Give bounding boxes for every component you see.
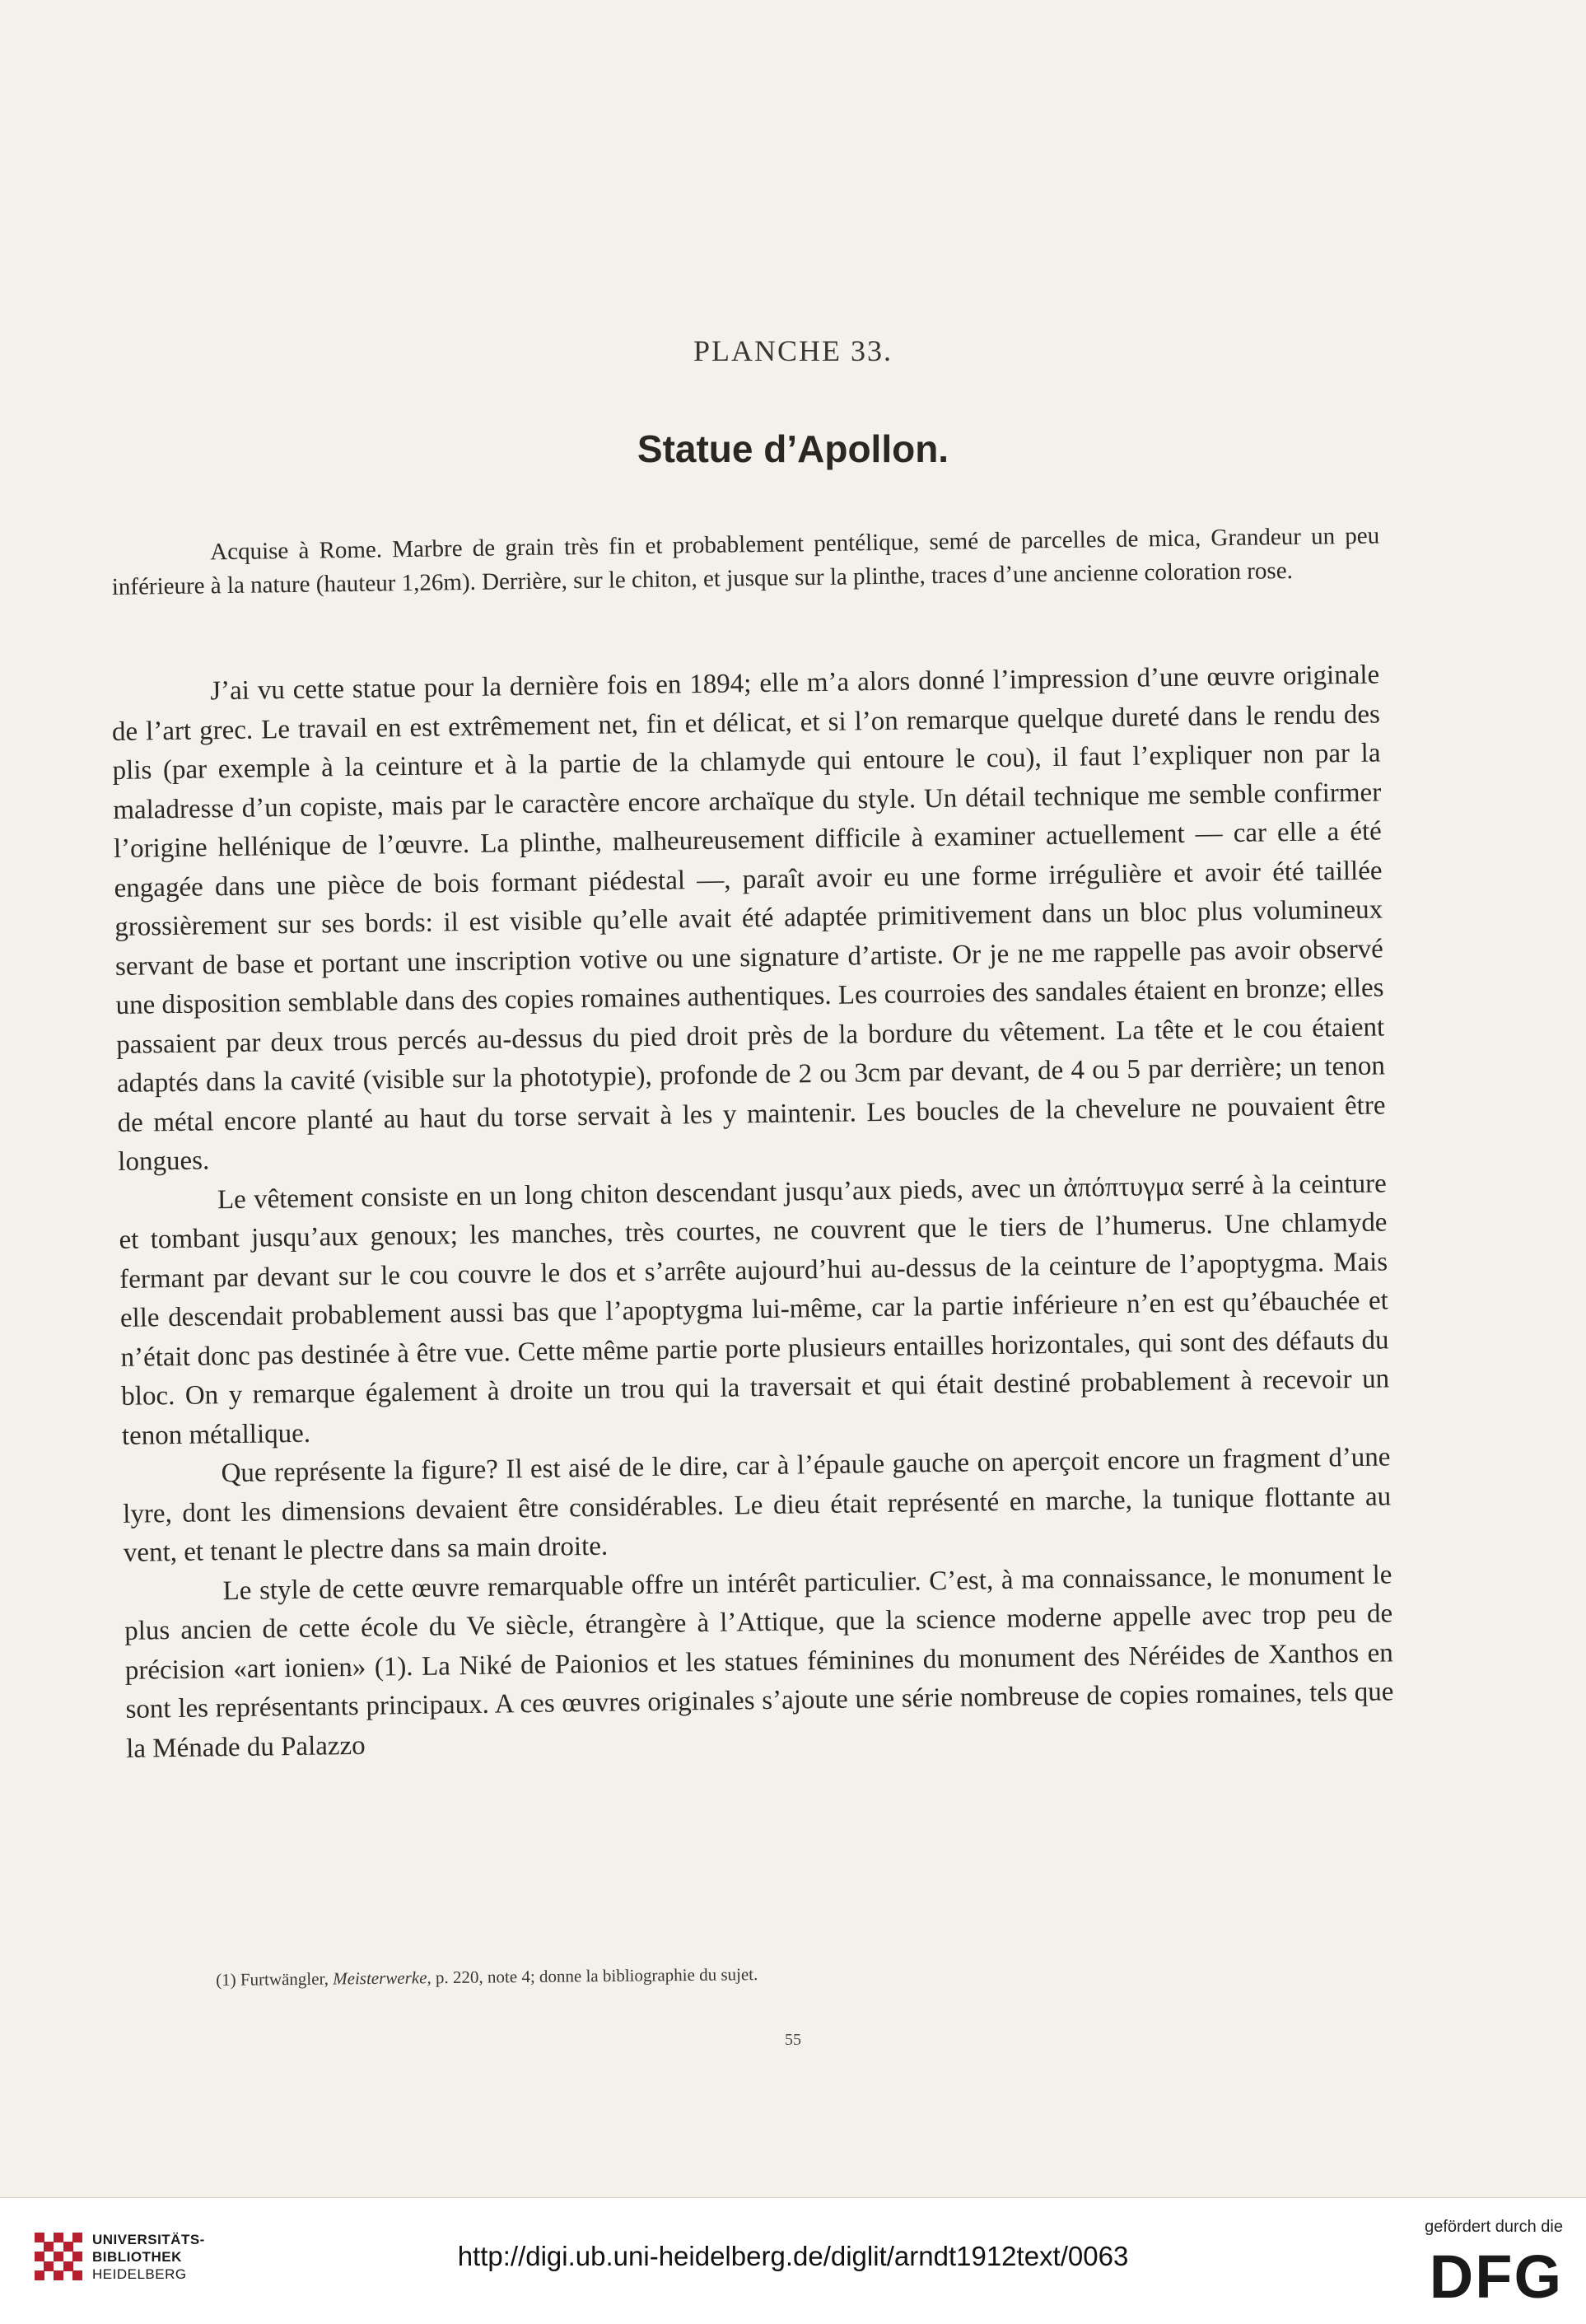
footer-bar [0, 2197, 1586, 2324]
page-title: Statue d’Apollon. [637, 427, 949, 470]
page-number: 55 [785, 2031, 801, 2049]
paragraph: Le vêtement consiste en un long chiton descendant jusqu’aux pieds, avec un ἀπόπτυγμα serré à la ceinture et tombant jusqu’aux genoux; les manches, très courtes, ne couvrent que le tiers de l’humerus. Une chlamyde fermant par devant sur le cou couvre le dos et s’arrête aujourd’hui au-dessus de la ceinture de l’apoptygma. Mais elle descendait probablement aussi bas que l’apoptygma lui-même, car la partie inférieure n’en est qu’ébauchée et n’était donc pas destinée à être vue. Cette même partie porte plusieurs entailles horizontales, qui sont des défauts du bloc. On y remarque également à droite un trou qui la traversait et qui était destiné probablement à recevoir un tenon métallique. [119, 1168, 1390, 1451]
paragraph: J’ai vu cette statue pour la dernière fois en 1894; elle m’a alors donné l’impression d’une œuvre originale de l’art grec. Le travail en est extrêmement net, fin et délicat, et si l’on remarque quelque dureté dans le rendu des plis (par exemple à la ceinture et à la partie de la chlamyde qui entoure le cou), il faut l’expliquer non par la maladresse d’un copiste, mais par le caractère encore archaïque du style. Un détail technique me semble confirmer l’origine hellénique de l’œuvre. La plinthe, malheureusement difficile à examiner actuellement — car elle a été engagée dans une pièce de bois formant piédestal —, paraît avoir eu une forme irrégulière et avoir été taillée grossièrement sur ses bords: il est visible qu’elle avait été adaptée primitivement dans un bloc plus volumineux servant de base et portant une inscription votive ou une signature d’artiste. Or je ne me rappelle pas avoir observé une disposition semblable dans des copies romaines authentiques. Les courroies des sandales étaient en bronze; elles passaient par deux trous percés au-dessus du pied droit près de la bordure du vêtement. La tête et le cou étaient adaptés dans la cavité (visible sur la phototypie), profonde de 2 ou 3cm par devant, de 4 ou 5 par derrière; un tenon de métal encore planté au haut du torse servait à les y maintenir. Les boucles de la chevelure ne pouvaient être longues. [111, 660, 1386, 1177]
intro-paragraph [111, 519, 1380, 604]
footnote [216, 1958, 1286, 1990]
intro-text: Acquise à Rome. Marbre de grain très fin et probablement pentélique, semé de parcelles de mica, Grandeur un peu inférieure à la nature (hauteur 1,26m). Derrière, sur le chiton, et jusque sur la plinthe, traces d’une ancienne coloration rose. [111, 522, 1380, 600]
footnote-rest: p. 220, note 4; donne la bibliographie du sujet. [435, 1964, 758, 1988]
paragraph: Le style de cette œuvre remarquable offre un intérêt particulier. C’est, à ma connaissance, le monument le plus ancien de cette école du Ve siècle, étrangère à l’Attique, que la science moderne appelle avec trop peu de précision «art ionien» (1). La Niké de Paionios et les statues féminines du monument des Néréides de Xanthos en sont les représentants principaux. A ces œuvres originales s’ajoute une série nombreuse de copies romaines, tels que la Ménade du Palazzo [124, 1559, 1394, 1764]
permalink-url[interactable]: http://digi.ub.uni-heidelberg.de/diglit/arndt1912text/0063 [457, 2241, 1129, 2271]
body-text [111, 656, 1394, 1768]
dfg-logo[interactable]: DFG [1429, 2242, 1563, 2311]
plate-number: PLANCHE 33. [693, 334, 893, 367]
footnote-work: Meisterwerke, [333, 1967, 431, 1989]
funded-by-label: gefördert durch die [1425, 2218, 1563, 2236]
paragraph: Que représente la figure? Il est aisé de le dire, car à l’épaule gauche on aperçoit encore un fragment d’une lyre, dont les dimensions devaient être considérables. Le dieu était représenté en marche, la tunique flottante au vent, et tenant le plectre dans sa main droite. [122, 1442, 1392, 1568]
footnote-marker: (1) [216, 1969, 236, 1990]
library-name[interactable]: UNIVERSITÄTS- BIBLIOTHEK HEIDELBERG [92, 2232, 205, 2282]
footnote-author: Furtwängler, [240, 1968, 329, 1990]
